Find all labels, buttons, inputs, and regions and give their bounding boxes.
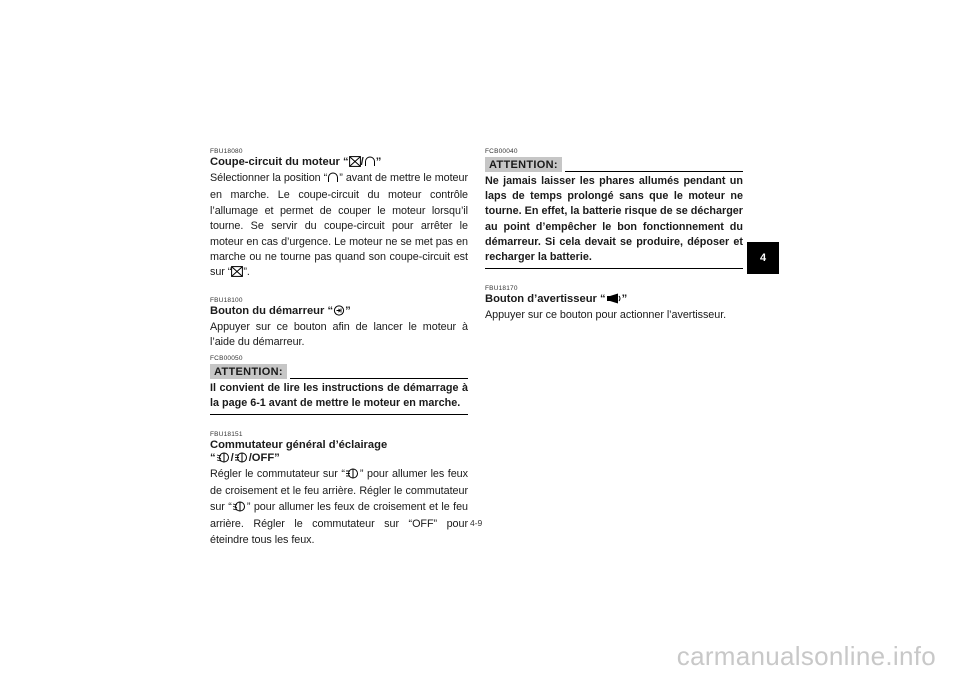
attention-code: FCB00040	[485, 148, 518, 155]
page-number: 4-9	[470, 518, 483, 528]
body-text: ” avant de mettre le moteur en marche. Le coupe-circuit du moteur contrôle l’allumage et permet de couper le moteur lorsqu’il tourne. Se servir du coupe-circuit pour arrêter le moteur en cas d’urgence. Le moteur ne se met pas en marche ou ne tourne pas quand son coupe-circuit est sur “	[210, 172, 468, 279]
title-text: Bouton du démarreur “	[210, 304, 334, 317]
section-code: FBU18151	[210, 431, 243, 439]
start-button-body: Appuyer sur ce bouton afin de lancer le moteur à l’aide du démarreur.	[210, 320, 468, 349]
light-switch-title-line2	[210, 452, 468, 467]
right-column	[485, 148, 743, 338]
starter-icon	[333, 305, 345, 320]
attention-box	[210, 355, 468, 415]
low-beam-icon	[216, 452, 231, 467]
body-text: Régler le commutateur sur “	[210, 468, 345, 481]
attention-rule	[290, 378, 468, 379]
start-button-title	[210, 305, 468, 320]
section-code: FBU18080	[210, 148, 243, 155]
attention-label: ATTENTION:	[485, 157, 562, 172]
low-beam-icon	[232, 501, 247, 517]
light-switch-body	[210, 467, 468, 548]
body-text: ” pour allumer les feux de croisement et le feu arrière. Régler le commutateur sur “	[210, 468, 468, 513]
watermark: carmanualsonline.info	[676, 641, 936, 671]
title-separator: /	[360, 156, 364, 168]
chapter-tab: 4	[747, 242, 779, 274]
attention-rule	[565, 171, 743, 172]
engine-stop-off-icon	[349, 156, 361, 171]
section-code: FBU18170	[485, 285, 518, 293]
title-text: Bouton d’avertisseur “	[485, 293, 606, 306]
left-column	[210, 148, 468, 562]
attention-box	[485, 148, 743, 269]
title-text: Coupe-circuit du moteur “	[210, 156, 349, 168]
engine-run-icon	[327, 172, 339, 188]
light-switch-section	[210, 431, 468, 548]
horn-title	[485, 293, 743, 308]
section-code: FBU18100	[210, 296, 243, 304]
title-text: ”	[345, 304, 351, 317]
start-button-section	[210, 297, 468, 351]
attention-label: ATTENTION:	[210, 364, 287, 379]
high-beam-icon	[345, 468, 360, 484]
body-text: ”.	[243, 266, 250, 279]
engine-run-icon	[364, 156, 376, 171]
horn-section	[485, 285, 743, 323]
body-text: Sélectionner la position “	[210, 172, 328, 184]
attention-text: Ne jamais laisser les phares allumés pendant un laps de temps prolongé sans que le moteur ne tourne. En effet, la batterie risque de se décharger au point d’empêcher le bon fonctionnement du démarreur. Si cela devait se produire, déposer et recharger la batterie.	[485, 174, 743, 269]
attention-header	[485, 157, 743, 172]
title-text: /OFF”	[248, 452, 280, 465]
light-switch-title: Commutateur général d’éclairage	[210, 439, 388, 452]
attention-header	[210, 364, 468, 379]
engine-stop-section	[210, 148, 468, 283]
engine-stop-title	[210, 156, 468, 171]
body-text: ” pour allumer les feux de croisement et le feu arrière. Régler le commutateur sur “OFF” pour éteindre tous les feux.	[210, 500, 468, 546]
engine-stop-body	[210, 171, 468, 283]
engine-stop-off-icon	[231, 266, 243, 282]
attention-text: Il convient de lire les instructions de démarrage à la page 6-1 avant de mettre le moteur en marche.	[210, 381, 468, 415]
title-text: ”	[375, 156, 382, 168]
horn-icon	[606, 293, 622, 308]
horn-body: Appuyer sur ce bouton pour actionner l’avertisseur.	[485, 309, 727, 322]
high-beam-icon	[234, 452, 249, 467]
title-text: ”	[621, 293, 628, 306]
title-separator: /	[230, 452, 234, 465]
attention-code: FCB00050	[210, 354, 243, 362]
title-text: “	[210, 452, 216, 465]
